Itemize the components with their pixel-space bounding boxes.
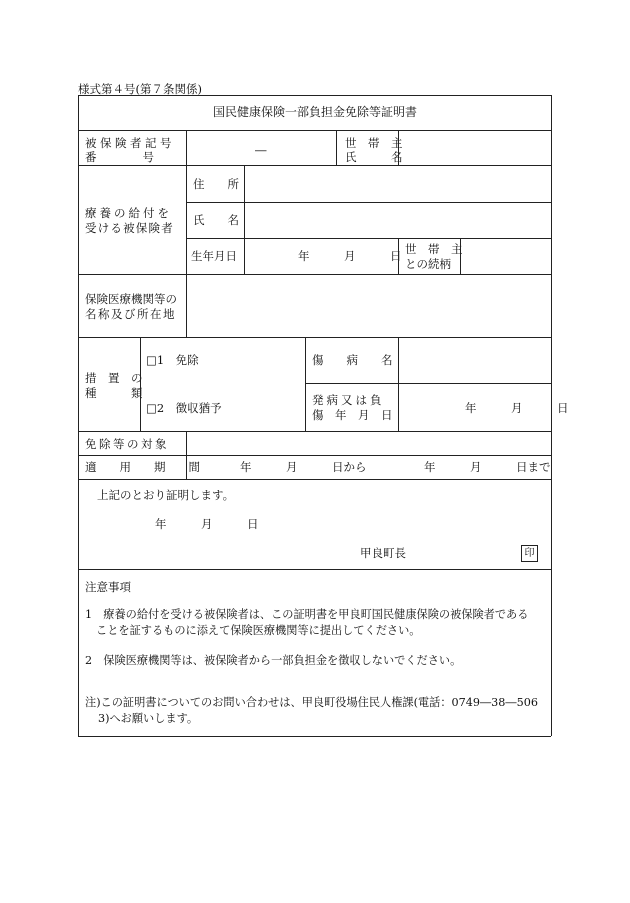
col-line: [186, 455, 187, 479]
inquiry-line1: 注)この証明書についてのお問い合わせは、甲良町役場住民人権課(電話：0749―38―506: [85, 696, 538, 709]
insured-number-label-line2: 番 号: [85, 150, 154, 164]
address-label: 住 所: [193, 177, 239, 191]
institution-label-line1: 保険医療機関等の: [85, 292, 177, 306]
measure-option-deferral[interactable]: □2 徴収猶予: [146, 401, 222, 415]
table-top-border: [78, 95, 551, 96]
issuer-name: 甲良町長: [360, 546, 406, 560]
table-bottom-border: [78, 736, 551, 737]
col-line: [186, 165, 187, 274]
onset-date-label-line1: 発病又は負: [312, 393, 385, 407]
col-line: [140, 337, 141, 431]
row-line: [78, 479, 551, 480]
householder-label-line2: 氏 名: [345, 150, 403, 164]
row-line: [78, 569, 551, 570]
householder-name-field[interactable]: [399, 131, 550, 164]
dob-placeholder[interactable]: 年 月 日: [298, 249, 402, 263]
form-title: 国民健康保険一部負担金免除等証明書: [212, 105, 417, 119]
address-field[interactable]: [245, 166, 550, 201]
col-line: [398, 238, 399, 274]
onset-date-label-line2: 傷 年 月 日: [312, 408, 393, 422]
measure-label-line2: 種 類: [85, 386, 143, 400]
exemption-target-field[interactable]: [187, 432, 550, 454]
institution-label-line2: 名称及び所在地: [85, 307, 176, 321]
table-right-border: [551, 95, 552, 736]
householder-label-line1: 世 帯 主: [345, 136, 403, 150]
notes-heading: 注意事項: [85, 580, 131, 594]
disease-name-label: 傷 病 名: [312, 353, 393, 367]
measure-option-exemption[interactable]: □1 免除: [146, 353, 199, 367]
col-line: [336, 130, 337, 165]
exemption-target-label: 免除等の対象: [85, 437, 169, 451]
note-2: 2 保険医療機関等は、被保険者から一部負担金を徴収しないでください。: [85, 654, 462, 667]
relation-label-line1: 世 帯 主: [405, 242, 463, 256]
insured-number-field[interactable]: [187, 131, 335, 164]
note-1-line1: 1 療養の給付を受ける被保険者は、この証明書を甲良町国民健康保険の被保険者である: [85, 608, 529, 621]
relation-field[interactable]: [461, 239, 550, 273]
insured-number-value: ―: [255, 143, 267, 157]
application-period-value[interactable]: 年 月 日から 年 月 日まで: [240, 460, 551, 474]
name-field[interactable]: [245, 203, 550, 237]
table-left-border: [78, 95, 79, 736]
row-line: [305, 383, 551, 384]
onset-date-placeholder[interactable]: 年 月 日: [465, 401, 569, 415]
application-period-label: 適 用 期 間: [85, 460, 200, 474]
inquiry-line2: 3)へお願いします。: [98, 712, 199, 725]
insured-number-label-line1: 被保険者記号: [85, 136, 175, 150]
form-number-header: 様式第４号(第７条関係): [78, 82, 202, 96]
relation-label-line2: との続柄: [405, 257, 451, 271]
recipient-label-line2: 受ける被保険者: [85, 221, 174, 235]
certification-date[interactable]: 年 月 日: [155, 517, 259, 531]
col-line: [305, 337, 306, 431]
recipient-label-line1: 療養の給付を: [85, 206, 172, 220]
note-1-line2: ことを証するものに添えて保険医療機関等に提出してください。: [96, 624, 421, 637]
name-label: 氏 名: [193, 213, 239, 227]
certification-statement: 上記のとおり証明します。: [97, 488, 235, 502]
dob-label: 生年月日: [191, 249, 237, 263]
disease-name-field[interactable]: [399, 338, 550, 382]
official-seal: 印: [521, 545, 538, 562]
row-line: [78, 455, 551, 456]
measure-label-line1: 措 置 の: [85, 371, 143, 385]
institution-field[interactable]: [187, 275, 550, 336]
